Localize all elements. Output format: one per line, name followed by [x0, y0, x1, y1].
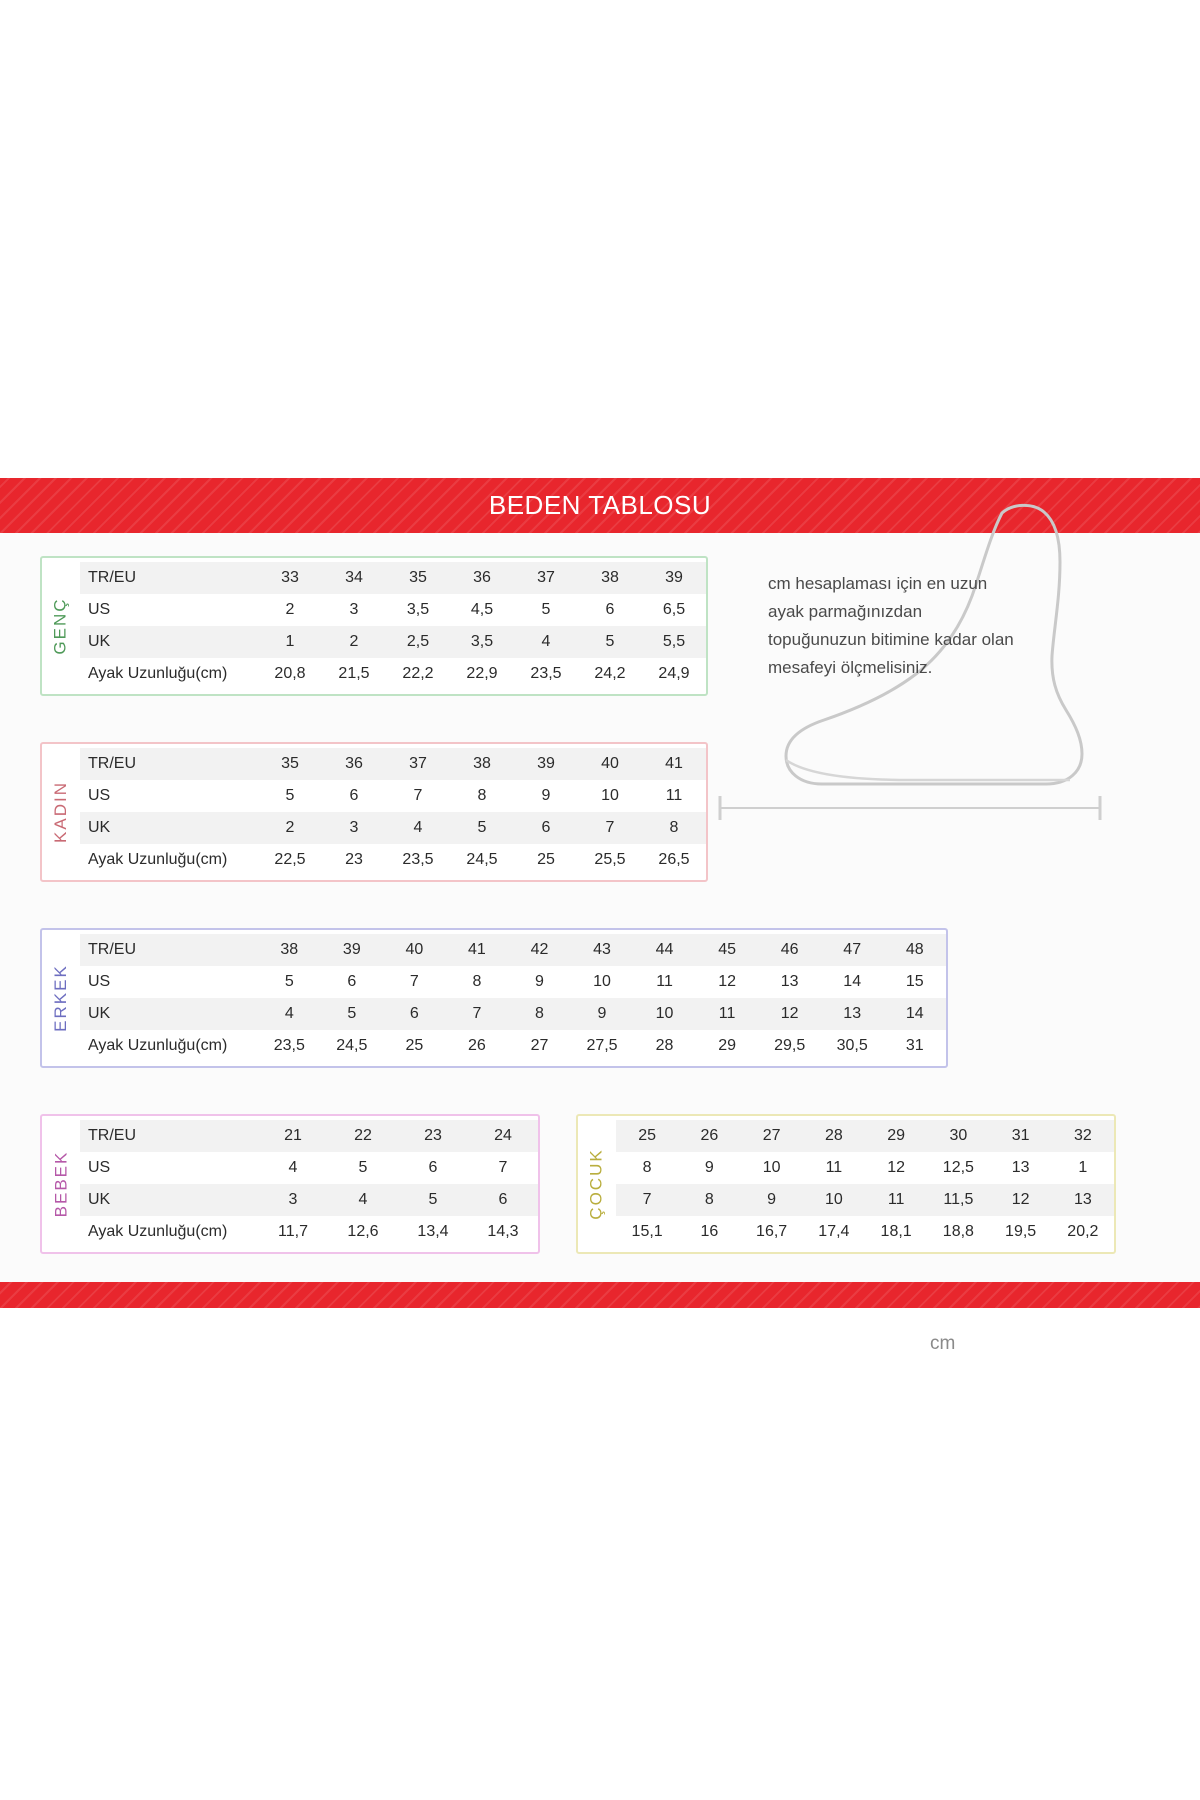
row-label: UK — [88, 1191, 111, 1208]
row-label: TR/EU — [88, 941, 136, 958]
cell: 39 — [342, 941, 361, 958]
row-cells — [258, 787, 706, 805]
cell: 9 — [704, 1159, 714, 1176]
cell: 24 — [494, 1127, 512, 1144]
cell: 23,5 — [402, 851, 434, 868]
row-label: Ayak Uzunluğu(cm) — [88, 665, 228, 682]
cell: 5 — [284, 973, 294, 990]
cell: 7 — [498, 1159, 508, 1176]
table-row — [80, 1152, 538, 1184]
cell: 2,5 — [406, 633, 430, 650]
cell: 26,5 — [658, 851, 690, 868]
table-row — [80, 1030, 946, 1062]
row-cells — [258, 1223, 538, 1241]
table-row — [80, 1216, 538, 1248]
group-label-genc: GENÇ — [51, 597, 70, 655]
cell: 14 — [843, 973, 862, 990]
cell: 18,1 — [880, 1223, 912, 1240]
table-row — [616, 1120, 1114, 1152]
table-row — [80, 658, 706, 690]
cell: 24,5 — [466, 851, 498, 868]
cell: 8 — [477, 787, 487, 804]
cell: 25,5 — [594, 851, 626, 868]
cell: 5 — [347, 1005, 357, 1022]
cell: 38 — [473, 755, 491, 772]
size-group-erkek — [40, 928, 948, 1068]
measure-instructions: cm hesaplaması için en uzun ayak parmağınızdan topuğunuzun bitimine kadar olan mesafeyi ölçmelisiniz. — [768, 574, 1014, 677]
cell: 4,5 — [470, 601, 494, 618]
cell: 9 — [597, 1005, 607, 1022]
cell: 1 — [1078, 1159, 1088, 1176]
row-cells — [258, 1159, 538, 1177]
cell: 7 — [413, 787, 423, 804]
cell: 13 — [780, 973, 799, 990]
group-table-kadin — [80, 744, 706, 880]
row-cells — [616, 1223, 1114, 1241]
cell: 4 — [358, 1191, 368, 1208]
cell: 5 — [477, 819, 487, 836]
cell: 4 — [541, 633, 551, 650]
table-row — [80, 626, 706, 658]
chart-footer-bar — [0, 1282, 1200, 1308]
cell: 33 — [281, 569, 299, 586]
cell: 11 — [887, 1191, 905, 1208]
table-row — [80, 1184, 538, 1216]
row-cells — [616, 1127, 1114, 1145]
cell: 11 — [656, 973, 673, 990]
cell: 40 — [405, 941, 424, 958]
size-group-kadin — [40, 742, 708, 882]
cell: 6 — [428, 1159, 438, 1176]
cell: 6 — [409, 1005, 419, 1022]
cell: 7 — [605, 819, 615, 836]
size-chart — [0, 478, 1200, 1354]
cell: 2 — [285, 601, 295, 618]
cell: 23 — [345, 851, 363, 868]
row-label: Ayak Uzunluğu(cm) — [88, 1223, 228, 1240]
cell: 10 — [762, 1159, 781, 1176]
row-cells — [258, 819, 706, 837]
row-label: UK — [88, 1005, 111, 1022]
cell: 6 — [605, 601, 615, 618]
cell: 9 — [541, 787, 551, 804]
cell: 17,4 — [818, 1223, 850, 1240]
cell: 10 — [593, 973, 611, 990]
cell: 21 — [284, 1127, 302, 1144]
cell: 27 — [762, 1127, 781, 1144]
row-cells — [258, 755, 706, 773]
cell: 30,5 — [836, 1037, 868, 1054]
cell: 46 — [780, 941, 799, 958]
row-label: US — [88, 973, 111, 990]
cell: 27,5 — [586, 1037, 618, 1054]
cell: 41 — [665, 755, 683, 772]
cell: 44 — [655, 941, 674, 958]
row-label: Ayak Uzunluğu(cm) — [88, 1037, 228, 1054]
cell: 5,5 — [662, 633, 686, 650]
cell: 18,8 — [942, 1223, 974, 1240]
cell: 47 — [843, 941, 862, 958]
cell: 7 — [472, 1005, 482, 1022]
cell: 11 — [718, 1005, 736, 1022]
cell: 36 — [473, 569, 491, 586]
row-label: TR/EU — [88, 755, 136, 772]
row-cells — [258, 569, 706, 587]
cm-measure-bar — [710, 788, 1110, 828]
cell: 34 — [345, 569, 363, 586]
table-row — [80, 1120, 538, 1152]
group-label-kadin: KADIN — [51, 781, 70, 843]
cell: 6 — [541, 819, 551, 836]
cell: 12 — [1011, 1191, 1030, 1208]
row-cells — [258, 601, 706, 619]
row-label: US — [88, 787, 111, 804]
cell: 20,2 — [1067, 1223, 1099, 1240]
table-row — [80, 934, 946, 966]
group-table-cocuk — [616, 1116, 1114, 1252]
cell: 4 — [284, 1005, 294, 1022]
cell: 4 — [413, 819, 423, 836]
cell: 22,5 — [274, 851, 306, 868]
cell: 10 — [824, 1191, 843, 1208]
cell: 25 — [638, 1127, 657, 1144]
cell: 13 — [1073, 1191, 1092, 1208]
cell: 25 — [405, 1037, 424, 1054]
cell: 23,5 — [273, 1037, 305, 1054]
row-cells — [258, 1127, 538, 1145]
cell: 11 — [825, 1159, 843, 1176]
cell: 9 — [767, 1191, 777, 1208]
row-cells — [258, 1191, 538, 1209]
table-row — [616, 1216, 1114, 1248]
cell: 13 — [1011, 1159, 1030, 1176]
row-label: TR/EU — [88, 569, 136, 586]
group-table-erkek — [80, 930, 946, 1066]
cell: 24,2 — [594, 665, 626, 682]
cell: 3,5 — [406, 601, 430, 618]
cell: 24,9 — [658, 665, 690, 682]
table-row — [80, 780, 706, 812]
cell: 30 — [949, 1127, 968, 1144]
group-label-bebek: BEBEK — [51, 1150, 71, 1218]
cell: 11,7 — [278, 1223, 308, 1240]
row-cells — [258, 665, 706, 683]
cell: 15,1 — [631, 1223, 663, 1240]
cell: 41 — [468, 941, 486, 958]
row-cells — [258, 1005, 946, 1023]
cell: 26 — [468, 1037, 486, 1054]
cell: 5 — [358, 1159, 368, 1176]
table-row — [616, 1152, 1114, 1184]
cell: 25 — [537, 851, 555, 868]
page-title: BEDEN TABLOSU — [488, 490, 712, 520]
table-row — [80, 812, 706, 844]
row-label: UK — [88, 819, 111, 836]
cell: 16,7 — [756, 1223, 788, 1240]
cell: 16 — [700, 1223, 719, 1240]
cell: 26 — [700, 1127, 719, 1144]
cell: 8 — [535, 1005, 544, 1022]
cell: 9 — [535, 973, 544, 990]
cell: 12,6 — [347, 1223, 379, 1240]
cell: 13 — [843, 1005, 862, 1022]
group-table-bebek — [80, 1116, 538, 1252]
row-label: US — [88, 601, 111, 618]
cell: 35 — [281, 755, 299, 772]
size-group-cocuk — [576, 1114, 1116, 1254]
cell: 38 — [280, 941, 299, 958]
size-group-bebek — [40, 1114, 540, 1254]
cell: 40 — [601, 755, 619, 772]
size-group-genc — [40, 556, 708, 696]
cell: 28 — [655, 1037, 674, 1054]
cell: 7 — [642, 1191, 652, 1208]
row-cells — [616, 1191, 1114, 1209]
cell: 12,5 — [942, 1159, 974, 1176]
cell: 12 — [718, 973, 736, 990]
cell: 3,5 — [470, 633, 494, 650]
cell: 7 — [409, 973, 419, 990]
cell: 8 — [472, 973, 482, 990]
cell: 5 — [605, 633, 615, 650]
row-cells — [258, 633, 706, 651]
cell: 5 — [541, 601, 551, 618]
cell: 39 — [665, 569, 683, 586]
cm-scale-label: cm — [930, 1333, 956, 1354]
cell: 22,2 — [402, 665, 434, 682]
group-label-cocuk: ÇOCUK — [587, 1148, 606, 1220]
cell: 31 — [1011, 1127, 1030, 1144]
cell: 36 — [345, 755, 363, 772]
row-cells — [258, 941, 946, 959]
row-label: US — [88, 1159, 111, 1176]
cell: 24,5 — [336, 1037, 368, 1054]
table-row — [80, 844, 706, 876]
cell: 8 — [642, 1159, 652, 1176]
cell: 10 — [655, 1005, 674, 1022]
cell: 22 — [354, 1127, 372, 1144]
cell: 6,5 — [662, 601, 686, 618]
cell: 11 — [665, 787, 683, 804]
cell: 3 — [288, 1191, 298, 1208]
table-row — [80, 594, 706, 626]
cell: 27 — [530, 1037, 549, 1054]
cell: 6 — [498, 1191, 508, 1208]
cell: 23,5 — [530, 665, 562, 682]
cell: 13,4 — [417, 1223, 449, 1240]
cell: 5 — [285, 787, 295, 804]
cell: 23 — [424, 1127, 442, 1144]
cell: 12 — [887, 1159, 906, 1176]
group-label-erkek: ERKEK — [51, 964, 71, 1032]
group-table-genc — [80, 558, 706, 694]
cell: 39 — [537, 755, 555, 772]
cell: 10 — [601, 787, 619, 804]
cell: 28 — [824, 1127, 843, 1144]
cell: 32 — [1073, 1127, 1092, 1144]
cell: 35 — [409, 569, 427, 586]
cell: 31 — [905, 1037, 924, 1054]
cell: 15 — [905, 973, 924, 990]
cell: 19,5 — [1005, 1223, 1037, 1240]
cell: 3 — [349, 819, 359, 836]
cell: 42 — [530, 941, 549, 958]
cell: 5 — [428, 1191, 438, 1208]
cell: 22,9 — [466, 665, 498, 682]
cell: 37 — [409, 755, 427, 772]
cell: 8 — [704, 1191, 714, 1208]
cell: 8 — [669, 819, 679, 836]
row-cells — [258, 1037, 946, 1055]
foot-illustration — [770, 488, 1170, 888]
table-row — [80, 748, 706, 780]
row-label: Ayak Uzunluğu(cm) — [88, 851, 228, 868]
cell: 37 — [537, 569, 555, 586]
cell: 38 — [601, 569, 619, 586]
cell: 3 — [349, 601, 359, 618]
table-row — [616, 1184, 1114, 1216]
cell: 43 — [593, 941, 611, 958]
cell: 1 — [285, 633, 295, 650]
row-label: UK — [88, 633, 111, 650]
cell: 21,5 — [338, 665, 370, 682]
cell: 29 — [887, 1127, 906, 1144]
row-cells — [258, 851, 706, 869]
table-row — [80, 998, 946, 1030]
cell: 6 — [349, 787, 359, 804]
table-row — [80, 562, 706, 594]
cell: 48 — [905, 941, 924, 958]
cell: 14 — [905, 1005, 924, 1022]
foot-outline-icon — [770, 488, 1170, 888]
cell: 2 — [349, 633, 359, 650]
cell: 4 — [288, 1159, 298, 1176]
cell: 14,3 — [487, 1223, 519, 1240]
cell: 6 — [347, 973, 357, 990]
cell: 45 — [718, 941, 736, 958]
cell: 12 — [780, 1005, 799, 1022]
cell: 20,8 — [274, 665, 306, 682]
cell: 29 — [718, 1037, 736, 1054]
cell: 11,5 — [943, 1191, 974, 1208]
row-cells — [616, 1159, 1114, 1177]
row-label: TR/EU — [88, 1127, 136, 1144]
cell: 29,5 — [774, 1037, 806, 1054]
table-row — [80, 966, 946, 998]
row-cells — [258, 973, 946, 991]
cell: 2 — [285, 819, 295, 836]
